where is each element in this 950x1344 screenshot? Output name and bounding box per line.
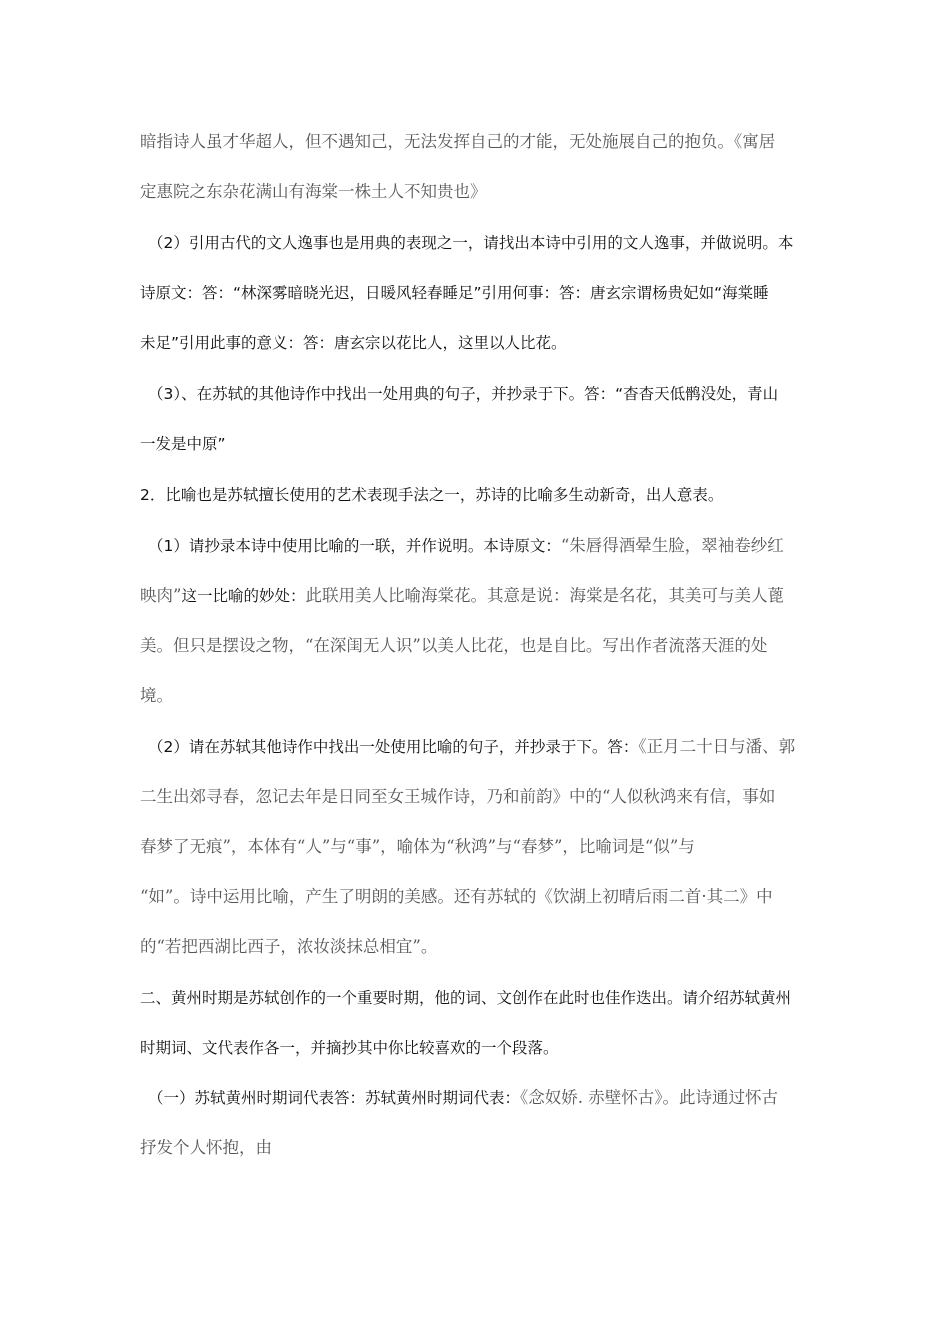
answer-text: “朱唇得酒晕生脸，翠袖卷纱红 bbox=[560, 536, 784, 555]
question-text: （3）、在苏轼的其他诗作中找出一处用典的句子，并抄录于下。答：“杳杳天低鹘没处，青山 bbox=[148, 385, 779, 403]
text-line bbox=[140, 684, 173, 708]
question-line bbox=[148, 382, 778, 406]
text-line bbox=[140, 130, 775, 154]
answer-text: “如”。诗中运用比喻，产生了明朗的美感。还有苏轼的《饮湖上初晴后雨二首·其二》中 bbox=[140, 887, 773, 906]
mixed-line bbox=[140, 584, 784, 608]
answer-text: 的“若把西湖比西子，浓妆淡抹总相宜”。 bbox=[140, 937, 438, 956]
question-line bbox=[148, 735, 795, 759]
text-line bbox=[140, 634, 767, 658]
answer-text: 《正月二十日与潘、郭 bbox=[638, 737, 796, 756]
answer-text: 美。但只是摆设之物，“在深闺无人识”以美人比花，也是自比。写出作者流落天涯的处 bbox=[140, 636, 768, 655]
text-line bbox=[140, 885, 773, 909]
question-line bbox=[140, 1036, 559, 1060]
text-line bbox=[140, 180, 487, 204]
question-line bbox=[148, 534, 784, 558]
question-text: （一）苏轼黄州时期词代表答：苏轼黄州时期词代表： bbox=[148, 1089, 521, 1107]
question-text: 时期词、文代表作各一，并摘抄其中你比较喜欢的一个段落。 bbox=[140, 1039, 559, 1057]
question-line bbox=[148, 231, 793, 255]
question-text: （2）请在苏轼其他诗作中找出一处使用比喻的句子，并抄录于下。答： bbox=[148, 738, 639, 756]
question-text: 这一比喻的妙处： bbox=[181, 587, 306, 605]
question-line bbox=[148, 1086, 778, 1110]
section-heading bbox=[140, 483, 723, 507]
question-text: 诗原文：答：“林深雾暗晓光迟，日暖风轻春睡足”引用何事：答：唐玄宗谓杨贵妃如“海棠睡 bbox=[140, 284, 769, 302]
text-line bbox=[140, 785, 775, 809]
answer-text: 春梦了无痕”，本体有“人”与“事”，喻体为“秋鸿”与“春梦”，比喻词是“似”与 bbox=[140, 837, 695, 856]
answer-text: 定惠院之东杂花满山有海棠一株土人不知贵也》 bbox=[140, 182, 487, 201]
answer-text: 二生出郊寻春，忽记去年是日同至女王城作诗，乃和前韵》中的“人似秋鸿来有信，事如 bbox=[140, 787, 776, 806]
question-text: （2）引用古代的文人逸事也是用典的表现之一，请找出本诗中引用的文人逸事，并做说明。本 bbox=[148, 234, 794, 252]
question-line bbox=[140, 432, 226, 456]
answer-text: 境。 bbox=[140, 686, 173, 705]
question-line bbox=[140, 331, 567, 355]
answer-text: 映肉” bbox=[140, 586, 182, 605]
question-line bbox=[140, 281, 769, 305]
answer-text: 《念奴娇. 赤壁怀古》。此诗通过怀古 bbox=[520, 1088, 779, 1107]
question-text: 二、黄州时期是苏轼创作的一个重要时期，他的词、文创作在此时也佳作迭出。请介绍苏轼黄州 bbox=[140, 989, 792, 1007]
question-text: （1）请抄录本诗中使用比喻的一联，并作说明。本诗原文： bbox=[148, 537, 561, 555]
answer-text: 此联用美人比喻海棠花。其意是说：海棠是名花，其美可与美人蓖 bbox=[305, 586, 784, 605]
text-line bbox=[140, 835, 695, 859]
question-text: 未足”引用此事的意义：答：唐玄宗以花比人，这里以人比花。 bbox=[140, 334, 567, 352]
text-line bbox=[140, 935, 437, 959]
question-text: 2．比喻也是苏轼擅长使用的艺术表现手法之一，苏诗的比喻多生动新奇，出人意表。 bbox=[140, 486, 724, 504]
text-line bbox=[140, 1136, 272, 1160]
answer-text: 暗指诗人虽才华超人，但不遇知己，无法发挥自己的才能，无处施展自己的抱负。《寓居 bbox=[140, 132, 776, 151]
answer-text: 抒发个人怀抱，由 bbox=[140, 1138, 272, 1157]
section-heading bbox=[140, 986, 791, 1010]
question-text: 一发是中原” bbox=[140, 435, 226, 453]
